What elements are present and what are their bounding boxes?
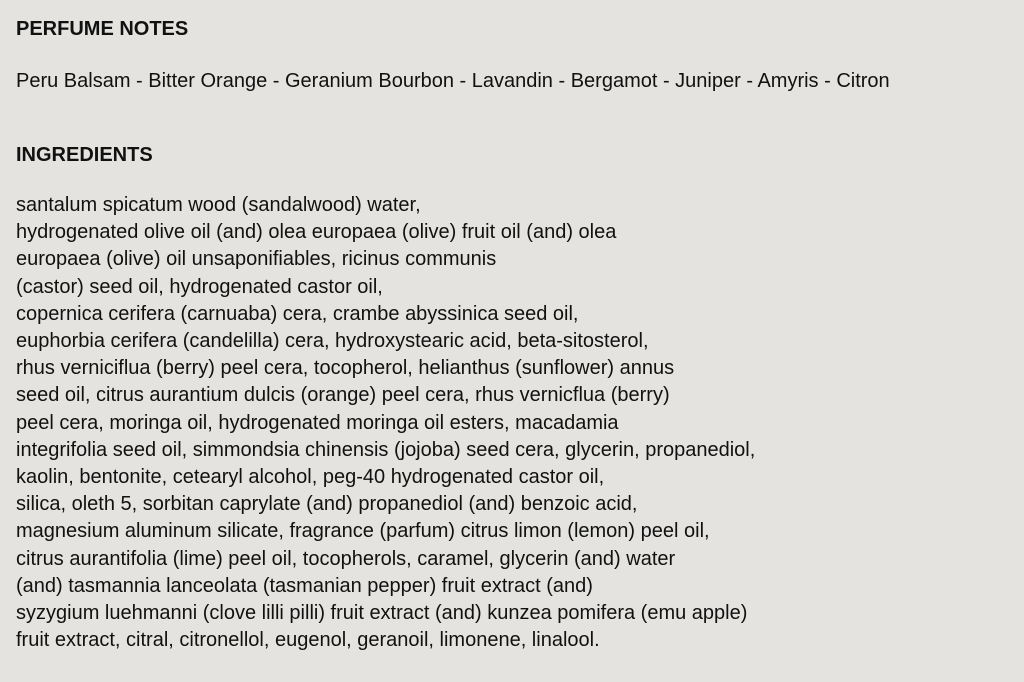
ingredient-line: (and) tasmannia lanceolata (tasmanian pepper) fruit extract (and) [16, 574, 593, 597]
ingredient-line: europaea (olive) oil unsaponifiables, ricinus communis [16, 248, 497, 271]
ingredient-line: kaolin, bentonite, cetearyl alcohol, peg-40 hydrogenated castor oil, [16, 466, 605, 489]
ingredient-line: rhus verniciflua (berry) peel cera, tocopherol, helianthus (sunflower) annus [16, 357, 675, 380]
ingredient-line: fruit extract, citral, citronellol, eugenol, geranoil, limonene, linalool. [16, 629, 600, 652]
ingredient-line: copernica cerifera (carnuaba) cera, crambe abyssinica seed oil, [16, 302, 579, 325]
ingredients-list [16, 192, 1024, 654]
perfume-notes-heading: PERFUME NOTES [16, 18, 189, 40]
ingredient-line: (castor) seed oil, hydrogenated castor oil, [16, 275, 383, 298]
ingredient-line: hydrogenated olive oil (and) olea europaea (olive) fruit oil (and) olea [16, 221, 617, 244]
ingredient-line: silica, oleth 5, sorbitan caprylate (and) propanediol (and) benzoic acid, [16, 493, 638, 516]
perfume-notes-text: Peru Balsam - Bitter Orange - Geranium Bourbon - Lavandin - Bergamot - Juniper - Amyris - Citron [16, 70, 890, 92]
ingredient-line: seed oil, citrus aurantium dulcis (orange) peel cera, rhus vernicflua (berry) [16, 384, 670, 407]
ingredient-line: magnesium aluminum silicate, fragrance (parfum) citrus limon (lemon) peel oil, [16, 520, 710, 543]
ingredient-line: syzygium luehmanni (clove lilli pilli) fruit extract (and) kunzea pomifera (emu apple) [16, 602, 748, 625]
ingredient-line: integrifolia seed oil, simmondsia chinensis (jojoba) seed cera, glycerin, propanediol, [16, 438, 756, 461]
ingredients-heading: INGREDIENTS [16, 144, 153, 166]
ingredient-line: euphorbia cerifera (candelilla) cera, hydroxystearic acid, beta-sitosterol, [16, 330, 649, 353]
ingredient-line: santalum spicatum wood (sandalwood) water, [16, 194, 421, 216]
ingredient-line: citrus aurantifolia (lime) peel oil, tocopherols, caramel, glycerin (and) water [16, 547, 676, 570]
ingredient-line: peel cera, moringa oil, hydrogenated moringa oil esters, macadamia [16, 411, 619, 434]
